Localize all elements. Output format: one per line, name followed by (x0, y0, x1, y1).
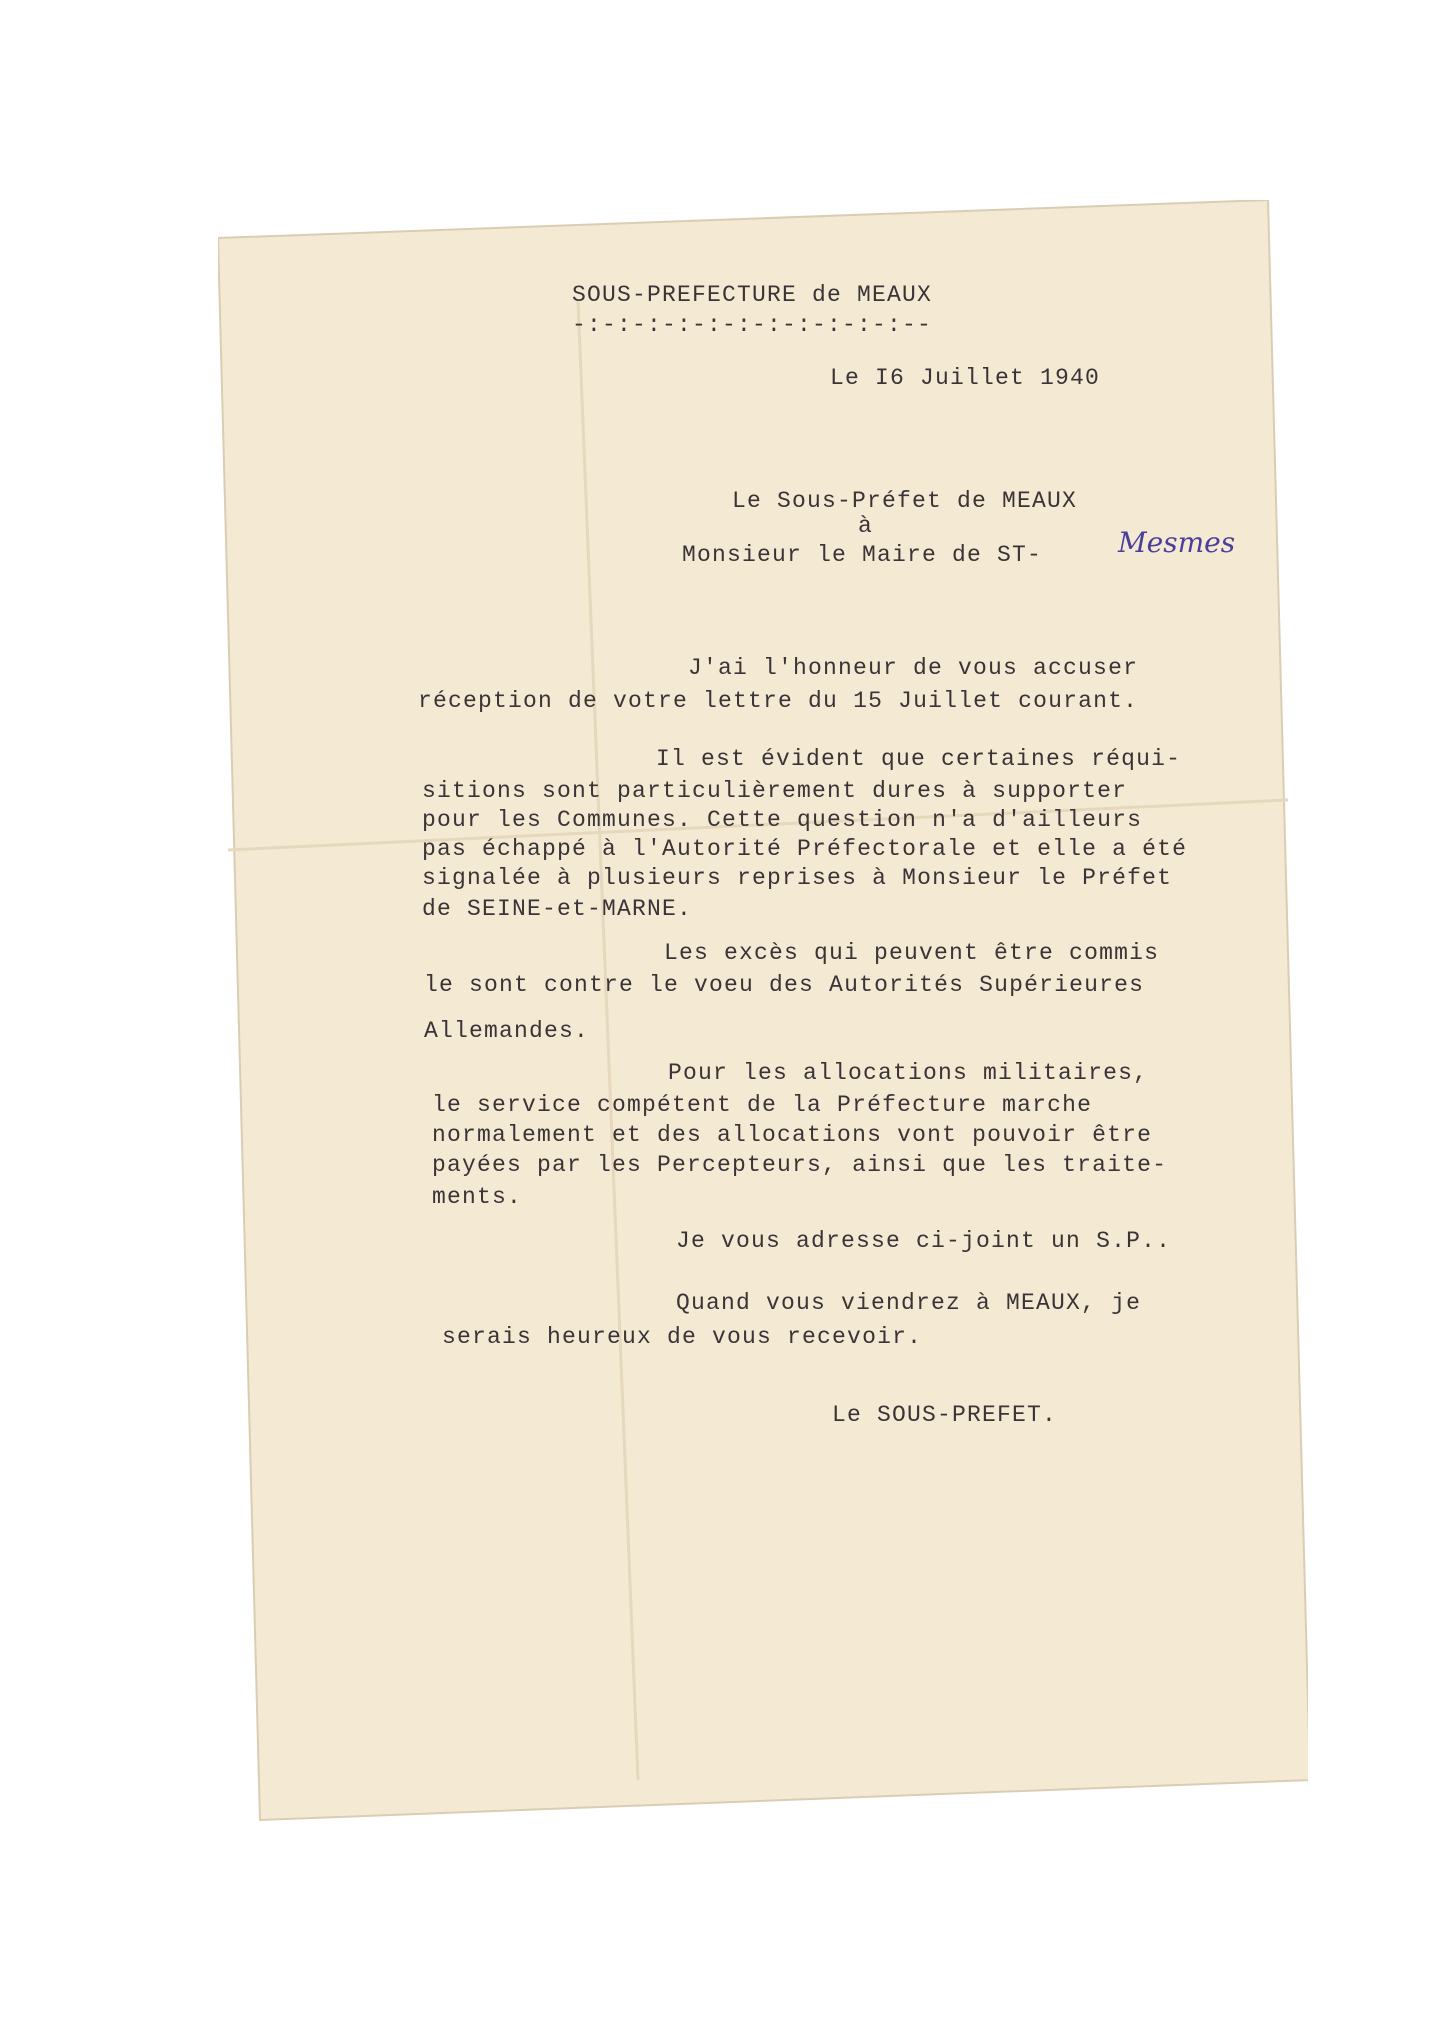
para4-line5: ments. (432, 1184, 523, 1210)
para5-line1: Je vous adresse ci-joint un S.P.. (676, 1228, 1172, 1254)
para2-line2: sitions sont particulièrement dures à supporter (422, 778, 1128, 804)
to-word: à (858, 513, 874, 539)
para4-line3: normalement et des allocations vont pouvoir être (432, 1122, 1153, 1148)
para2-line4: pas échappé à l'Autorité Préfectorale et elle a été (422, 836, 1188, 862)
sender-line: Le Sous-Préfet de MEAUX (732, 488, 1078, 514)
para3-line3: Allemandes. (424, 1018, 590, 1044)
para3-line1: Les excès qui peuvent être commis (664, 940, 1160, 966)
recipient-line: Monsieur le Maire de ST- (682, 542, 1043, 568)
para4-line4: payées par les Percepteurs, ainsi que les traite- (432, 1152, 1168, 1178)
para4-line2: le service compétent de la Préfecture marche (432, 1092, 1093, 1118)
para2-line6: de SEINE-et-MARNE. (422, 896, 693, 922)
para1-line2: réception de votre lettre du 15 Juillet courant. (418, 688, 1139, 714)
para2-line1: Il est évident que certaines réqui- (656, 746, 1182, 772)
letter-header: SOUS-PREFECTURE de MEAUX (572, 282, 933, 308)
letter-date: Le I6 Juillet 1940 (830, 365, 1101, 391)
para6-line1: Quand vous viendrez à MEAUX, je (676, 1290, 1142, 1316)
handwritten-commune: Mesmes (1118, 526, 1236, 559)
para6-line2: serais heureux de vous recevoir. (442, 1324, 923, 1350)
signature-line: Le SOUS-PREFET. (832, 1402, 1058, 1428)
para2-line3: pour les Communes. Cette question n'a d'ailleurs (422, 807, 1143, 833)
para2-line5: signalée à plusieurs reprises à Monsieur le Préfet (422, 865, 1173, 891)
header-ornament: -:-:-:-:-:-:-:-:-:-:-:-- (572, 312, 933, 338)
para1-line1: J'ai l'honneur de vous accuser (688, 655, 1139, 681)
para4-line1: Pour les allocations militaires, (668, 1060, 1149, 1086)
para3-line2: le sont contre le voeu des Autorités Supérieures (424, 972, 1145, 998)
